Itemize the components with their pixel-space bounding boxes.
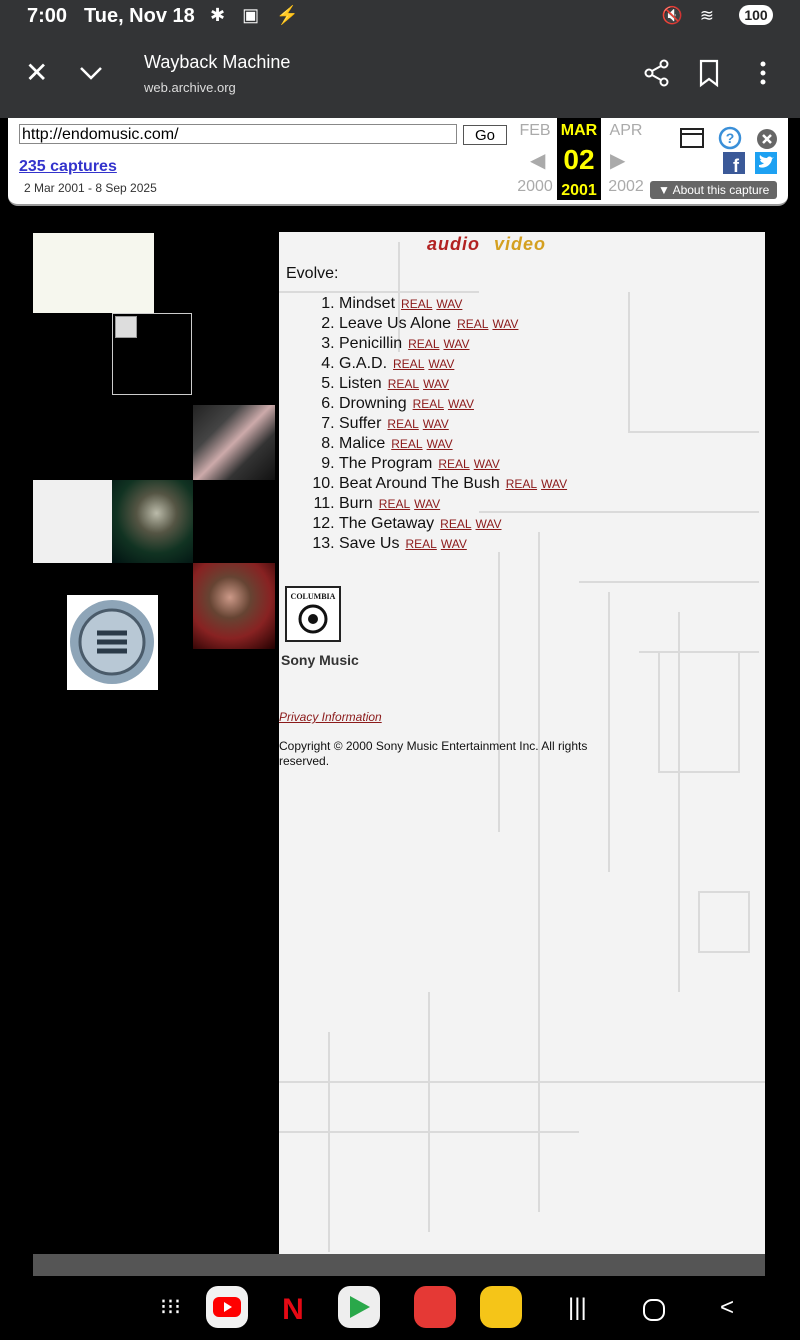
real-link[interactable]: REAL [405, 537, 437, 551]
image-column [33, 233, 275, 1253]
track-title: The Program [339, 455, 433, 472]
real-link[interactable]: REAL [387, 377, 420, 391]
main-content [279, 232, 765, 1254]
track-title: Save Us [339, 535, 400, 552]
video-link[interactable]: video [494, 234, 547, 254]
more-options-icon[interactable] [746, 56, 780, 90]
help-icon[interactable] [718, 126, 742, 150]
track-item [339, 334, 567, 354]
album-title: Evolve: [286, 265, 339, 282]
track-item [339, 414, 567, 434]
wav-link[interactable]: WAV [422, 417, 449, 431]
track-item [339, 514, 567, 534]
prev-month: FEB [519, 122, 551, 139]
youtube-icon[interactable] [206, 1286, 248, 1328]
next-year: 2002 [608, 178, 644, 195]
columbia-logo [285, 586, 341, 642]
media-nav [427, 234, 546, 255]
next-capture-column[interactable] [604, 118, 648, 195]
real-link[interactable]: REAL [412, 397, 444, 411]
current-year: 2001 [561, 182, 597, 199]
files-icon[interactable] [480, 1286, 522, 1328]
notification-icons: ✱ ▣ ⚡ [210, 5, 305, 25]
notes-icon[interactable] [414, 1286, 456, 1328]
track-title: Burn [339, 495, 373, 512]
track-item [339, 294, 567, 314]
real-link[interactable]: REAL [387, 417, 419, 431]
track-item [339, 454, 567, 474]
current-month: MAR [560, 122, 598, 139]
netflix-icon[interactable] [272, 1286, 314, 1328]
prev-year: 2000 [517, 178, 553, 195]
play-games-icon[interactable] [338, 1286, 380, 1328]
app-drawer-icon[interactable]: ⁝⁝⁝ [160, 1294, 181, 1319]
copyright: Copyright © 2000 Sony Music Entertainment Inc. All rights reserved. [279, 739, 588, 768]
next-month: APR [609, 122, 643, 139]
real-link[interactable]: REAL [408, 337, 440, 351]
broken-image [112, 313, 192, 395]
real-link[interactable]: REAL [440, 517, 472, 531]
privacy-link[interactable]: Privacy Information [279, 710, 382, 724]
bookmark-icon[interactable] [692, 56, 726, 90]
home-icon[interactable] [642, 1298, 666, 1322]
capture-range: 2 Mar 2001 - 8 Sep 2025 [24, 181, 157, 195]
wav-link[interactable]: WAV [443, 337, 470, 351]
track-title: Mindset [339, 295, 396, 312]
triangle-down-icon: ▼ [658, 183, 673, 197]
wayback-toolbar [8, 118, 788, 206]
sony-music-logo: Sony Music [281, 652, 359, 668]
track-title: Listen [339, 375, 382, 392]
wav-link[interactable]: WAV [447, 397, 474, 411]
clock: 7:00 [27, 5, 68, 27]
back-icon[interactable]: < [720, 1294, 735, 1321]
track-item [339, 434, 567, 454]
track-item [339, 474, 567, 494]
wav-link[interactable]: WAV [436, 297, 463, 311]
wav-link[interactable]: WAV [541, 477, 568, 491]
band-photo [193, 563, 275, 649]
recents-icon[interactable]: ||| [568, 1294, 587, 1321]
date: Tue, Nov 18 [84, 5, 195, 27]
go-button[interactable]: Go [463, 125, 507, 145]
track-item [339, 374, 567, 394]
svg-text:f: f [733, 156, 739, 174]
real-link[interactable]: REAL [401, 297, 433, 311]
close-icon[interactable]: ✕ [25, 57, 49, 88]
wav-link[interactable]: WAV [492, 317, 519, 331]
wav-link[interactable]: WAV [473, 457, 500, 471]
track-title: The Getaway [339, 515, 435, 532]
real-link[interactable]: REAL [378, 497, 411, 511]
footer-graphic [33, 1254, 765, 1276]
next-arrow-icon[interactable]: ▶ [610, 150, 626, 172]
system-nav-bar [0, 1276, 800, 1340]
track-title: Drowning [339, 395, 407, 412]
captures-link[interactable]: 235 captures [19, 158, 117, 175]
track-title: Malice [339, 435, 386, 452]
track-title: Beat Around The Bush [339, 475, 500, 492]
status-bar [0, 0, 800, 34]
real-link[interactable]: REAL [457, 317, 489, 331]
real-link[interactable]: REAL [505, 477, 538, 491]
real-link[interactable]: REAL [393, 357, 425, 371]
svg-text:?: ? [725, 130, 735, 146]
share-icon[interactable] [640, 56, 674, 90]
facebook-icon[interactable] [723, 152, 745, 174]
wav-link[interactable]: WAV [440, 537, 467, 551]
wayback-url-input[interactable]: http://endomusic.com/ [19, 124, 457, 144]
browser-toolbar [0, 34, 800, 118]
track-item [339, 354, 567, 374]
band-photo [193, 405, 275, 480]
svg-text:N: N [282, 1293, 304, 1326]
window-icon[interactable] [680, 128, 704, 148]
endo-logo [67, 595, 158, 690]
about-capture-label: About this capture [672, 183, 770, 197]
twitter-icon[interactable] [755, 152, 777, 174]
circuit-graphic [33, 480, 112, 563]
band-photo [112, 480, 193, 563]
track-title: G.A.D. [339, 355, 388, 372]
track-title: Penicillin [339, 335, 403, 352]
mute-wifi-icons: 🔇 ≋ [661, 6, 720, 25]
track-item [339, 394, 567, 414]
audio-link[interactable]: audio [427, 234, 480, 254]
header-graphic [33, 233, 154, 313]
wav-link[interactable]: WAV [414, 497, 441, 511]
wav-link[interactable]: WAV [426, 437, 453, 451]
track-title: Suffer [339, 415, 382, 432]
chevron-down-icon[interactable] [78, 56, 104, 90]
track-item [339, 494, 567, 514]
current-day: 02 [563, 144, 595, 175]
wav-link[interactable]: WAV [475, 517, 502, 531]
close-toolbar-icon[interactable] [756, 128, 778, 150]
page-title: Wayback Machine [144, 52, 291, 72]
battery-icon: 100 [739, 5, 773, 25]
track-title: Leave Us Alone [339, 315, 452, 332]
prev-arrow-icon[interactable]: ◀ [530, 150, 546, 172]
about-capture-button[interactable] [650, 181, 777, 199]
prev-capture-column[interactable] [513, 118, 557, 195]
current-capture [557, 118, 601, 200]
track-list [303, 294, 567, 554]
page-url: web.archive.org [144, 80, 236, 95]
real-link[interactable]: REAL [391, 437, 423, 451]
real-link[interactable]: REAL [438, 457, 470, 471]
track-item [339, 314, 567, 334]
track-item [339, 534, 567, 554]
columbia-label: COLUMBIA [290, 592, 336, 601]
wav-link[interactable]: WAV [428, 357, 455, 371]
wav-link[interactable]: WAV [423, 377, 450, 391]
